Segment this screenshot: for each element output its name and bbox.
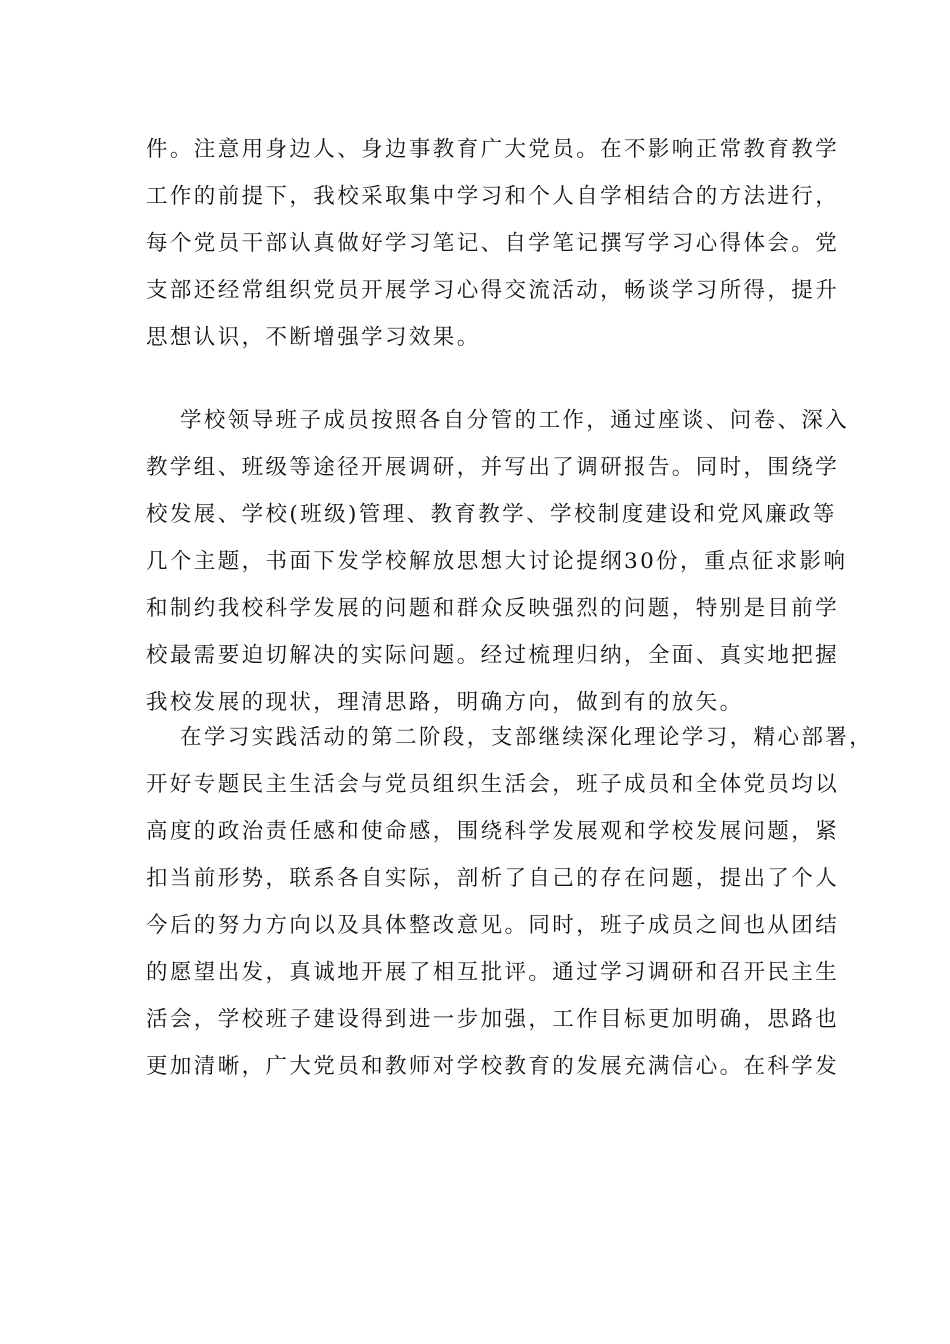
text-line: 活会，学校班子建设得到进一步加强，工作目标更加明确，思路也: [146, 1007, 840, 1032]
text-line: 思想认识，不断增强学习效果。: [146, 325, 481, 350]
text-line: 件。注意用身边人、身边事教育广大党员。在不影响正常教育教学: [146, 137, 840, 162]
text-line: 教学组、班级等途径开展调研，并写出了调研报告。同时，围绕学: [146, 455, 840, 480]
paragraph-3: [146, 714, 874, 1090]
text-line: 的愿望出发，真诚地开展了相互批评。通过学习调研和召开民主生: [146, 960, 840, 985]
text-line: 每个党员干部认真做好学习笔记、自学笔记撰写学习心得体会。党: [146, 231, 840, 256]
text-line: 我校发展的现状，理清思路，明确方向，做到有的放矢。: [146, 690, 744, 715]
text-line: 校发展、学校(班级)管理、教育教学、学校制度建设和党风廉政等: [146, 502, 837, 527]
text-line-indented: 学校领导班子成员按照各自分管的工作，通过座谈、问卷、深入: [180, 408, 850, 433]
text-line: 工作的前提下，我校采取集中学习和个人自学相结合的方法进行，: [146, 184, 840, 209]
text-line: 扣当前形势，联系各自实际，剖析了自己的存在问题，提出了个人: [146, 866, 840, 891]
text-line: 今后的努力方向以及具体整改意见。同时，班子成员之间也从团结: [146, 913, 840, 938]
text-line: 更加清晰，广大党员和教师对学校教育的发展充满信心。在科学发: [146, 1054, 840, 1079]
paragraph-1: [146, 126, 840, 361]
text-line: 和制约我校科学发展的问题和群众反映强烈的问题，特别是目前学: [146, 596, 840, 621]
text-line-indented: 在学习实践活动的第二阶段，支部继续深化理论学习，精心部署，: [180, 725, 874, 750]
text-line: 支部还经常组织党员开展学习心得交流活动，畅谈学习所得，提升: [146, 278, 840, 303]
text-line: 几个主题，书面下发学校解放思想大讨论提纲30份，重点征求影响: [146, 549, 848, 574]
text-line: 高度的政治责任感和使命感，围绕科学发展观和学校发展问题，紧: [146, 819, 840, 844]
text-line: 开好专题民主生活会与党员组织生活会，班子成员和全体党员均以: [146, 772, 840, 797]
paragraph-2: [146, 397, 850, 726]
text-line: 校最需要迫切解决的实际问题。经过梳理归纳，全面、真实地把握: [146, 643, 840, 668]
